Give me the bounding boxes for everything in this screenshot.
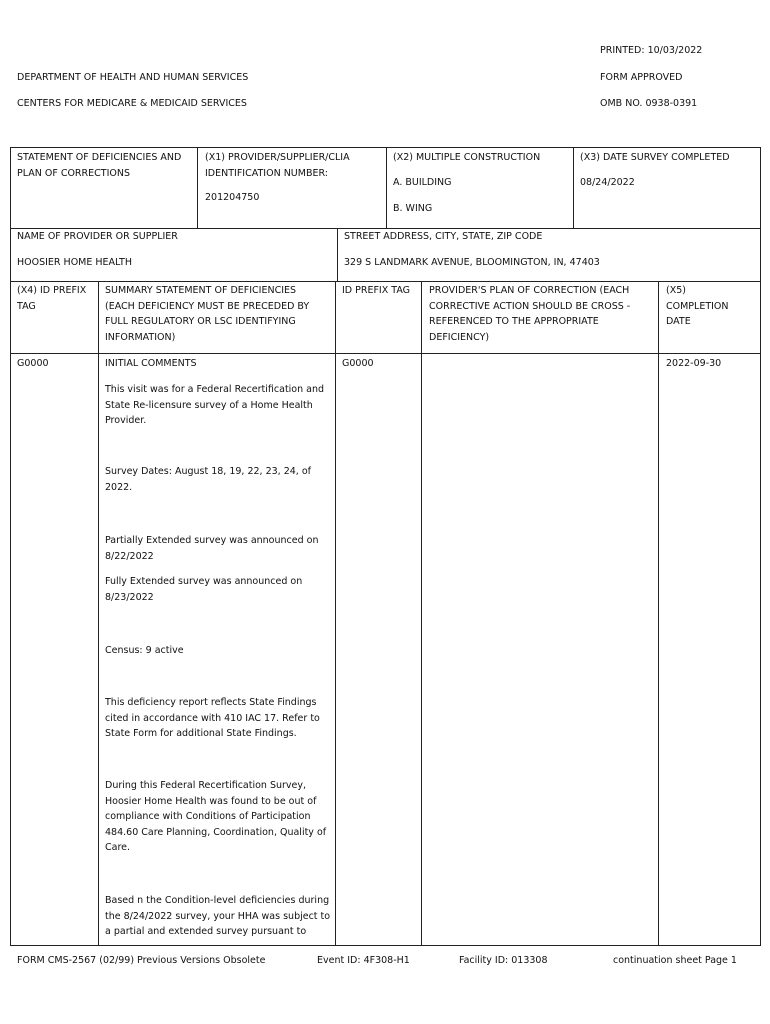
plan-of-correction-header: PROVIDER'S PLAN OF CORRECTION (EACH CORRECTIVE ACTION SHOULD BE CROSS - REFERENCED TO THE APPROPRIATE DEFICIENCY) — [429, 285, 631, 343]
comment-paragraph-4: Fully Extended survey was announced on 8/23/2022 — [105, 576, 303, 603]
comment-paragraph-6: This deficiency report reflects State Findings cited in accordance with 410 IAC 17. Refer to State Form for additional State Findings. — [105, 697, 320, 739]
x3-date-label: (X3) DATE SURVEY COMPLETED — [580, 152, 730, 163]
footer-page-number: continuation sheet Page 1 — [613, 955, 737, 966]
comment-paragraph-8: Based n the Condition-level deficiencies during the 8/24/2022 survey, your HHA was subject to a partial and extended survey pursuant to — [105, 895, 331, 937]
address-label: STREET ADDRESS, CITY, STATE, ZIP CODE — [344, 231, 543, 242]
department-name: DEPARTMENT OF HEALTH AND HUMAN SERVICES — [17, 72, 249, 83]
form-approved: FORM APPROVED — [600, 72, 683, 83]
entry-tag: G0000 — [17, 358, 49, 369]
address-value: 329 S LANDMARK AVENUE, BLOOMINGTON, IN, 47403 — [344, 257, 600, 268]
footer-facility-id: Facility ID: 013308 — [459, 955, 548, 966]
provider-name-label: NAME OF PROVIDER OR SUPPLIER — [17, 231, 178, 242]
footer-event-id: Event ID: 4F308-H1 — [317, 955, 410, 966]
statement-label: STATEMENT OF DEFICIENCIES AND PLAN OF CORRECTIONS — [17, 152, 182, 179]
entry-title: INITIAL COMMENTS — [105, 358, 197, 369]
x2-multiple-construction-label: (X2) MULTIPLE CONSTRUCTION — [393, 152, 541, 163]
comment-paragraph-3: Partially Extended survey was announced on 8/22/2022 — [105, 535, 319, 562]
comment-paragraph-1: This visit was for a Federal Recertification and State Re-licensure survey of a Home Health Provider. — [105, 384, 325, 426]
entry-completion-date: 2022-09-30 — [666, 358, 722, 369]
agency-name: CENTERS FOR MEDICARE & MEDICAID SERVICES — [17, 98, 247, 109]
x1-provider-id-label: (X1) PROVIDER/SUPPLIER/CLIA IDENTIFICATION NUMBER: — [205, 152, 350, 179]
id-prefix-tag-header: ID PREFIX TAG — [342, 285, 411, 296]
omb-number: OMB NO. 0938-0391 — [600, 98, 698, 109]
comment-paragraph-7: During this Federal Recertification Survey, Hoosier Home Health was found to be out of compliance with Conditions of Participation 484.60 Care Planning, Coordination, Quality of Care. — [105, 780, 327, 853]
summary-statement-header: SUMMARY STATEMENT OF DEFICIENCIES (EACH DEFICIENCY MUST BE PRECEDED BY FULL REGULATORY OR LSC IDENTIFYING INFORMATION) — [105, 285, 310, 343]
x3-date-value: 08/24/2022 — [580, 177, 635, 188]
footer-form-id: FORM CMS-2567 (02/99) Previous Versions Obsolete — [17, 955, 266, 966]
provider-name-value: HOOSIER HOME HEALTH — [17, 257, 132, 268]
x2-building: A. BUILDING — [393, 177, 452, 188]
x4-id-prefix-header: (X4) ID PREFIX TAG — [17, 285, 87, 312]
x5-completion-date-header: (X5) COMPLETION DATE — [666, 285, 729, 327]
comment-paragraph-2: Survey Dates: August 18, 19, 22, 23, 24, of 2022. — [105, 466, 312, 493]
x1-provider-id-value: 201204750 — [205, 192, 260, 203]
printed-date: PRINTED: 10/03/2022 — [600, 45, 703, 56]
comment-paragraph-5: Census: 9 active — [105, 645, 184, 656]
x2-wing: B. WING — [393, 203, 433, 214]
entry-plan-tag: G0000 — [342, 358, 374, 369]
